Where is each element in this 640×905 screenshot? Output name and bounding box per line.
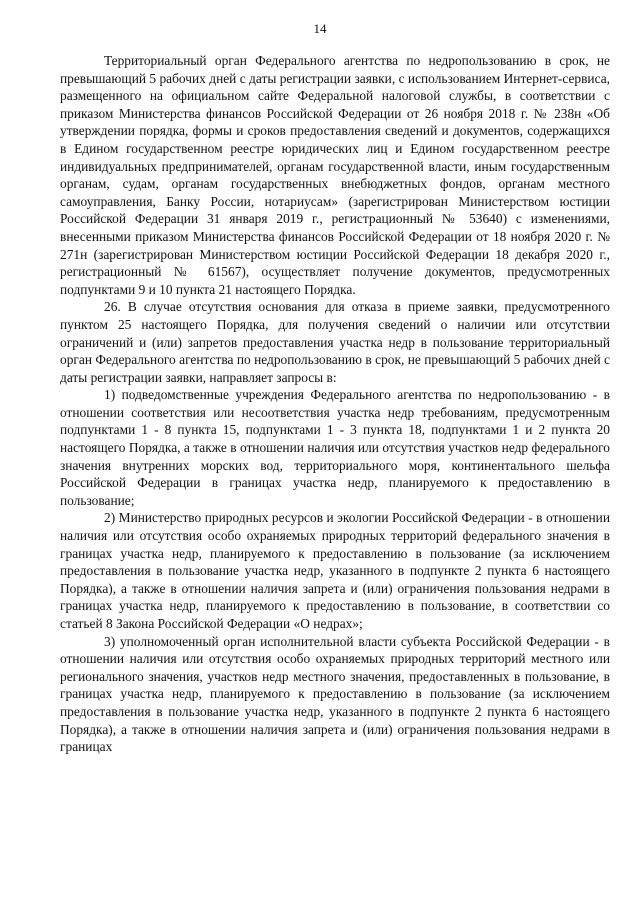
paragraph-territorial-authority: Территориальный орган Федерального агентства по недропользованию в срок, не превышающий 5 рабочих дней с даты регистрации заявки, с использованием Интернет-сервиса, размещенного на официальном сайте Федеральной налоговой службы, в соответствии с приказом Министерства финансов Российской Федерации от 26 ноября 2018 г. № 238н «Об утверждении порядка, формы и сроков предоставления сведений и документов, содержащихся в Едином государственном реестре юридических лиц и Едином государственном реестре индивидуальных предпринимателей, органам государственной власти, иным государственным органам, судам, органам государственных внебюджетных фондов, органам местного самоуправления, Банку России, нотариусам» (зарегистрирован Министерством юстиции Российской Федерации 31 января 2019 г., регистрационный № 53640) с изменениями, внесенными приказом Министерства финансов Российской Федерации от 18 ноября 2020 г. № 271н (зарегистрирован Министерством юстиции Российской Федерации 18 декабря 2020 г., регистрационный № 61567), осуществляет получение документов, предусмотренных подпунктами 9 и 10 пункта 21 настоящего Порядка. <box>60 53 610 297</box>
page-number: 14 <box>313 21 327 36</box>
paragraph-subitem-3: 3) уполномоченный орган исполнительной власти субъекта Российской Федерации - в отношении наличия или отсутствия особо охраняемых природных территорий местного или регионального значения, участков недр местного значения, предоставленных в пользование, в границах участка недр, планируемого к предоставлению в пользование (за исключением предоставления в пользование участка недр, указанного в подпункте 2 пункта 6 настоящего Порядка), а также в отношении наличия запрета и (или) ограничения пользования недрами в границах <box>60 633 610 755</box>
paragraph-subitem-2: 2) Министерство природных ресурсов и экологии Российской Федерации - в отношении наличия или отсутствия особо охраняемых природных территорий федерального значения в границах участка недр, планируемого к предоставлению в пользование (за исключением предоставления в пользование участка недр, указанного в подпункте 2 пункта 6 настоящего Порядка), а также в отношении наличия запрета и (или) ограничения пользования недрами в границах участка недр, планируемого к предоставлению в пользование, в соответствии со статьей 8 Закона Российской Федерации «О недрах»; <box>60 510 610 631</box>
paragraph-subitem-1: 1) подведомственные учреждения Федерального агентства по недропользованию - в отношении соответствия или несоответствия участка недр требованиям, предусмотренным подпунктами 1 - 8 пункта 15, подпунктами 1 - 3 пункта 18, подпунктами 1 и 2 пункта 20 настоящего Порядка, а также в отношении наличия или отсутствия участков недр федерального значения внутренних морских вод, территориального моря, континентального шельфа Российской Федерации в границах участка недр, планируемого к предоставлению в пользование; <box>60 387 610 508</box>
paragraph-item-26: 26. В случае отсутствия основания для отказа в приеме заявки, предусмотренного пунктом 25 настоящего Порядка, для получения сведений о наличии или отсутствии ограничений и (или) запретов предоставления участка недр в пользование территориальный орган Федерального агентства по недропользованию в срок, не превышающий 5 рабочих дней с даты регистрации заявки, направляет запросы в: <box>60 299 610 385</box>
document-body <box>60 52 610 756</box>
